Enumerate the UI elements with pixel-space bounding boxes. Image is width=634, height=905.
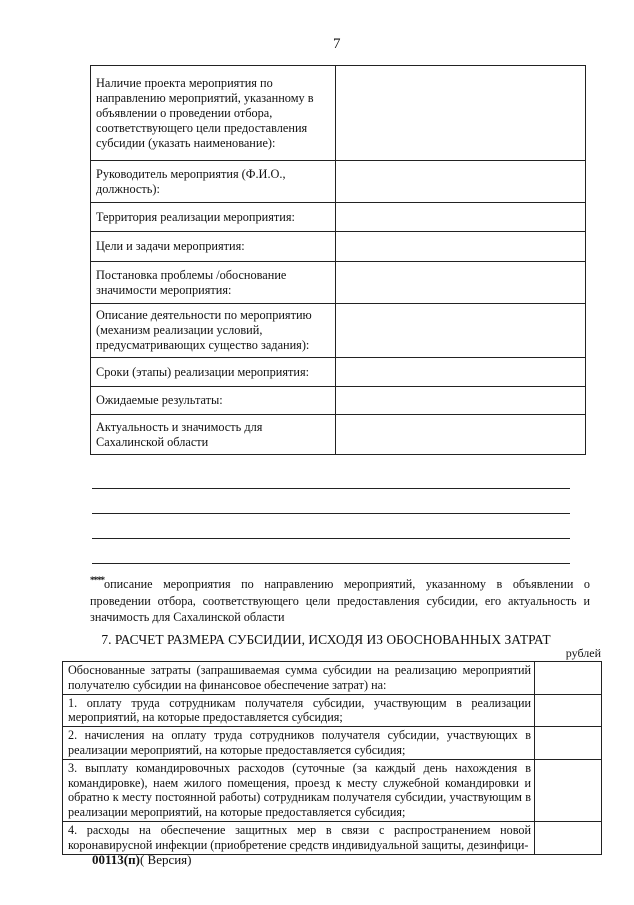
form-row — [91, 232, 586, 262]
form-row-value[interactable] — [336, 387, 586, 415]
units-label: рублей — [565, 646, 601, 660]
form-row-label: Наличие проекта мероприятия по направлению мероприятий, указанному в объявлении о проведении отбора, соответствующего цели предоставления субсидии (указать наименование): — [91, 66, 336, 161]
form-row-label: Описание деятельности по мероприятию (механизм реализации условий, предусматривающих существо задания): — [91, 304, 336, 358]
cost-row — [63, 727, 602, 760]
cost-row-text: 3. выплату командировочных расходов (суточные (за каждый день нахождения в командировке), наем жилого помещения, проезд к месту служебной командировки и обратно к месту постоянной работы) сотрудникам получателя субсидии, участвующим в реализации мероприятий, на которые предоставляется субсидия; — [63, 759, 535, 821]
form-row-value[interactable] — [336, 262, 586, 304]
cost-row — [63, 759, 602, 821]
document-version: ( Версия) — [139, 852, 192, 867]
form-row-label: Актуальность и значимость для Сахалинской области — [91, 415, 336, 455]
form-row — [91, 304, 586, 358]
form-row — [91, 262, 586, 304]
cost-calculation-table — [62, 661, 602, 855]
cost-row-value[interactable] — [535, 759, 602, 821]
blank-line[interactable] — [92, 488, 570, 489]
form-row-label: Руководитель мероприятия (Ф.И.О., должность): — [91, 161, 336, 203]
cost-row-text: 1. оплату труда сотрудникам получателя субсидии, участвующим в реализации мероприятий, на которые предоставляется субсидия; — [63, 694, 535, 727]
blank-line[interactable] — [92, 538, 570, 539]
project-info-table — [90, 65, 586, 455]
form-row — [91, 161, 586, 203]
cost-row-text: 2. начисления на оплату труда сотрудников получателя субсидии, участвующих в реализации мероприятий, на которые предоставляется субсидия; — [63, 727, 535, 760]
cost-row-value[interactable] — [535, 727, 602, 760]
cost-row-value[interactable] — [535, 662, 602, 695]
footnote — [90, 572, 590, 626]
form-row — [91, 203, 586, 232]
footnote-marker: **** — [90, 575, 104, 585]
form-row-label: Постановка проблемы /обоснование значимости мероприятия: — [91, 262, 336, 304]
form-row-label: Сроки (этапы) реализации мероприятия: — [91, 358, 336, 387]
cost-row-text: Обоснованные затраты (запрашиваемая сумма субсидии на реализацию мероприятий получателю субсидии на финансовое обеспечение затрат) на: — [63, 662, 535, 695]
form-row-value[interactable] — [336, 358, 586, 387]
form-row-value[interactable] — [336, 304, 586, 358]
cost-row-text: 4. расходы на обеспечение защитных мер в связи с распространением новой коронавирусной инфекции (приобретение средств индивидуальной защиты, дезинфици- — [63, 821, 535, 854]
form-row-label: Ожидаемые результаты: — [91, 387, 336, 415]
cost-row — [63, 662, 602, 695]
form-row-value[interactable] — [336, 232, 586, 262]
form-row — [91, 387, 586, 415]
cost-row — [63, 694, 602, 727]
document-code — [92, 852, 192, 868]
cost-row — [63, 821, 602, 854]
form-row — [91, 358, 586, 387]
form-row-value[interactable] — [336, 66, 586, 161]
form-row-value[interactable] — [336, 161, 586, 203]
blank-line[interactable] — [92, 513, 570, 514]
cost-row-value[interactable] — [535, 694, 602, 727]
form-row-value[interactable] — [336, 203, 586, 232]
section-heading: 7. РАСЧЕТ РАЗМЕРА СУБСИДИИ, ИСХОДЯ ИЗ ОБОСНОВАННЫХ ЗАТРАТ — [101, 632, 551, 647]
form-row — [91, 415, 586, 455]
form-row-label: Цели и задачи мероприятия: — [91, 232, 336, 262]
cost-row-value[interactable] — [535, 821, 602, 854]
form-row-label: Территория реализации мероприятия: — [91, 203, 336, 232]
document-code-number: 00113(п) — [92, 852, 140, 867]
footnote-text: описание мероприятия по направлению мероприятий, указанному в объявлении о проведении отбора, соответствующего цели предоставления субсидии, его актуальность и значимость для Сахалинской области — [90, 577, 590, 625]
form-row — [91, 66, 586, 161]
page-number: 7 — [333, 36, 341, 52]
blank-line[interactable] — [92, 563, 570, 564]
form-row-value[interactable] — [336, 415, 586, 455]
